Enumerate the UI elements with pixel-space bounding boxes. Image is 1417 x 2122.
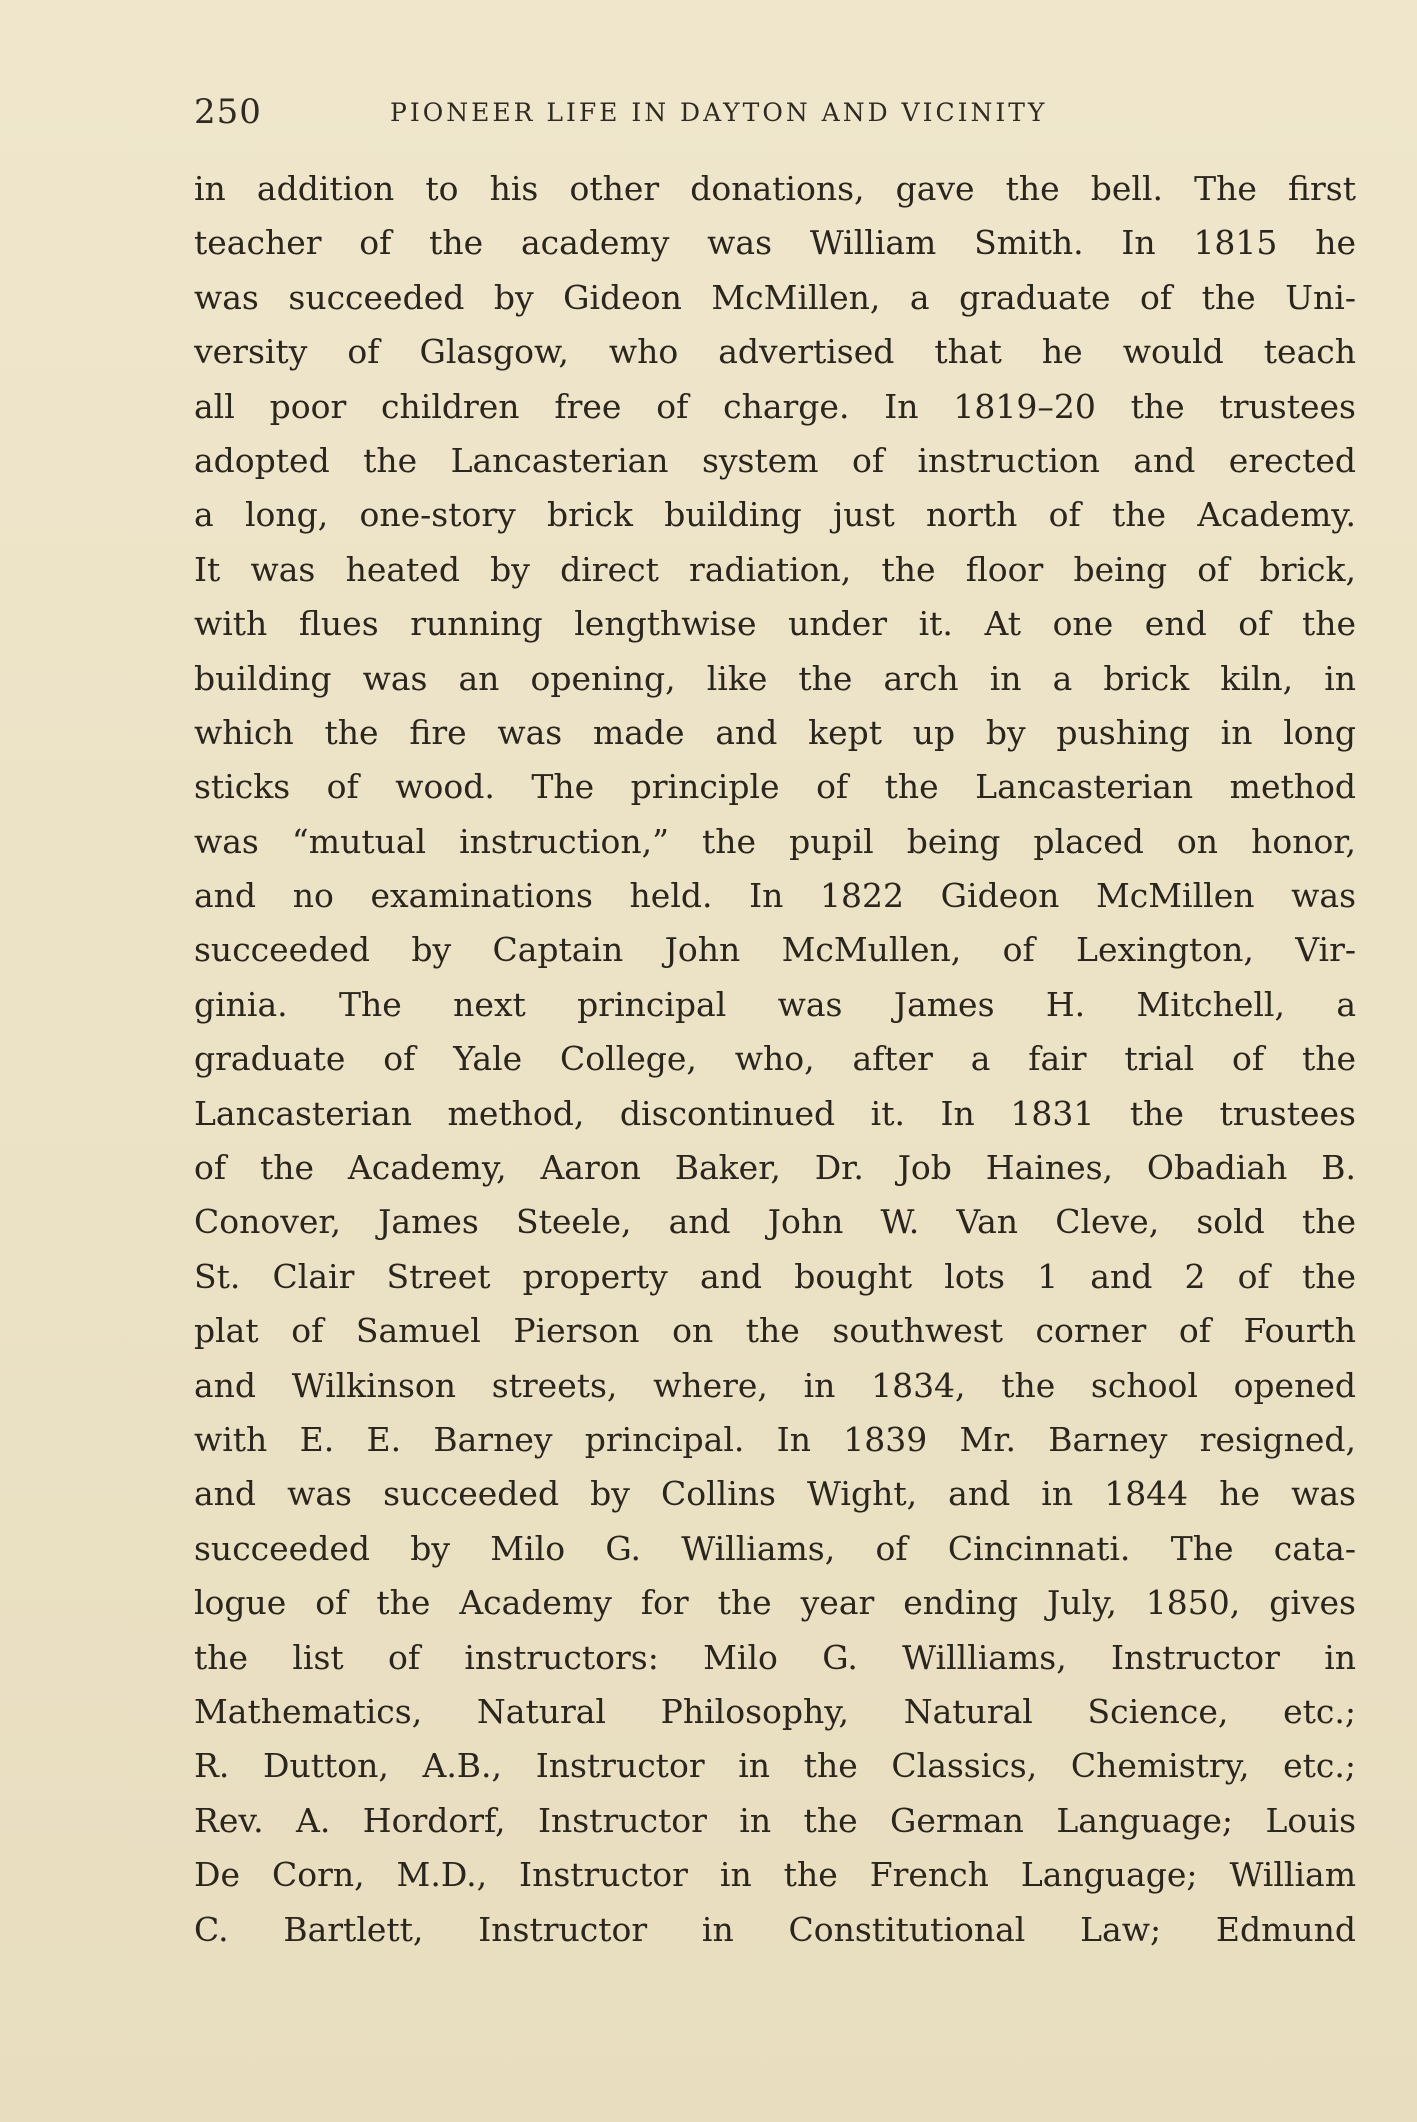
text-line: Lancasterian method, discontinued it. In 1831 the trustees bbox=[194, 1093, 1356, 1133]
text-line: succeeded by Milo G. Williams, of Cincinnati. The cata- bbox=[194, 1528, 1356, 1568]
text-line: Mathematics, Natural Philosophy, Natural Science, etc.; bbox=[194, 1691, 1356, 1731]
text-line: with E. E. Barney principal. In 1839 Mr. Barney resigned, bbox=[194, 1419, 1356, 1459]
text-line: De Corn, M.D., Instructor in the French Language; William bbox=[194, 1855, 1356, 1895]
text-line: which the fire was made and kept up by pushing in long bbox=[194, 712, 1356, 752]
text-line: a long, one-story brick building just north of the Academy. bbox=[194, 495, 1356, 535]
text-line: graduate of Yale College, who, after a fair trial of the bbox=[194, 1039, 1356, 1079]
text-line: building was an opening, like the arch in a brick kiln, in bbox=[194, 658, 1356, 698]
running-head: PIONEER LIFE IN DAYTON AND VICINITY bbox=[390, 98, 1048, 127]
text-line: was “mutual instruction,” the pupil being placed on honor, bbox=[194, 821, 1356, 861]
text-line: C. Bartlett, Instructor in Constitutional Law; Edmund bbox=[194, 1909, 1356, 1949]
text-line: teacher of the academy was William Smith. In 1815 he bbox=[194, 223, 1356, 263]
text-line: plat of Samuel Pierson on the southwest corner of Fourth bbox=[194, 1311, 1356, 1351]
text-line: logue of the Academy for the year ending July, 1850, gives bbox=[194, 1583, 1356, 1623]
page-header bbox=[194, 92, 1194, 142]
page-number: 250 bbox=[194, 92, 262, 132]
text-line: adopted the Lancasterian system of instruction and erected bbox=[194, 440, 1356, 480]
text-line: ginia. The next principal was James H. Mitchell, a bbox=[194, 984, 1356, 1024]
body-text bbox=[194, 162, 1356, 1957]
text-line: with flues running lengthwise under it. At one end of the bbox=[194, 604, 1356, 644]
text-line: and Wilkinson streets, where, in 1834, the school opened bbox=[194, 1365, 1356, 1405]
text-line: It was heated by direct radiation, the floor being of brick, bbox=[194, 549, 1356, 589]
text-line: St. Clair Street property and bought lots 1 and 2 of the bbox=[194, 1256, 1356, 1296]
text-line: all poor children free of charge. In 1819–20 the trustees bbox=[194, 386, 1356, 426]
text-line: of the Academy, Aaron Baker, Dr. Job Haines, Obadiah B. bbox=[194, 1148, 1356, 1188]
text-line: was succeeded by Gideon McMillen, a graduate of the Uni- bbox=[194, 277, 1356, 317]
text-line: in addition to his other donations, gave the bell. The first bbox=[194, 169, 1356, 208]
text-line: the list of instructors: Milo G. Willliams, Instructor in bbox=[194, 1637, 1356, 1677]
text-line: versity of Glasgow, who advertised that he would teach bbox=[194, 332, 1356, 372]
text-line: R. Dutton, A.B., Instructor in the Classics, Chemistry, etc.; bbox=[194, 1746, 1356, 1786]
text-line: succeeded by Captain John McMullen, of Lexington, Vir- bbox=[194, 930, 1356, 970]
text-line: and no examinations held. In 1822 Gideon McMillen was bbox=[194, 876, 1356, 916]
text-line: Conover, James Steele, and John W. Van Cleve, sold the bbox=[194, 1202, 1356, 1242]
text-line: sticks of wood. The principle of the Lancasterian method bbox=[194, 767, 1356, 807]
text-line: Rev. A. Hordorf, Instructor in the German Language; Louis bbox=[194, 1800, 1356, 1840]
text-line: and was succeeded by Collins Wight, and in 1844 he was bbox=[194, 1474, 1356, 1514]
